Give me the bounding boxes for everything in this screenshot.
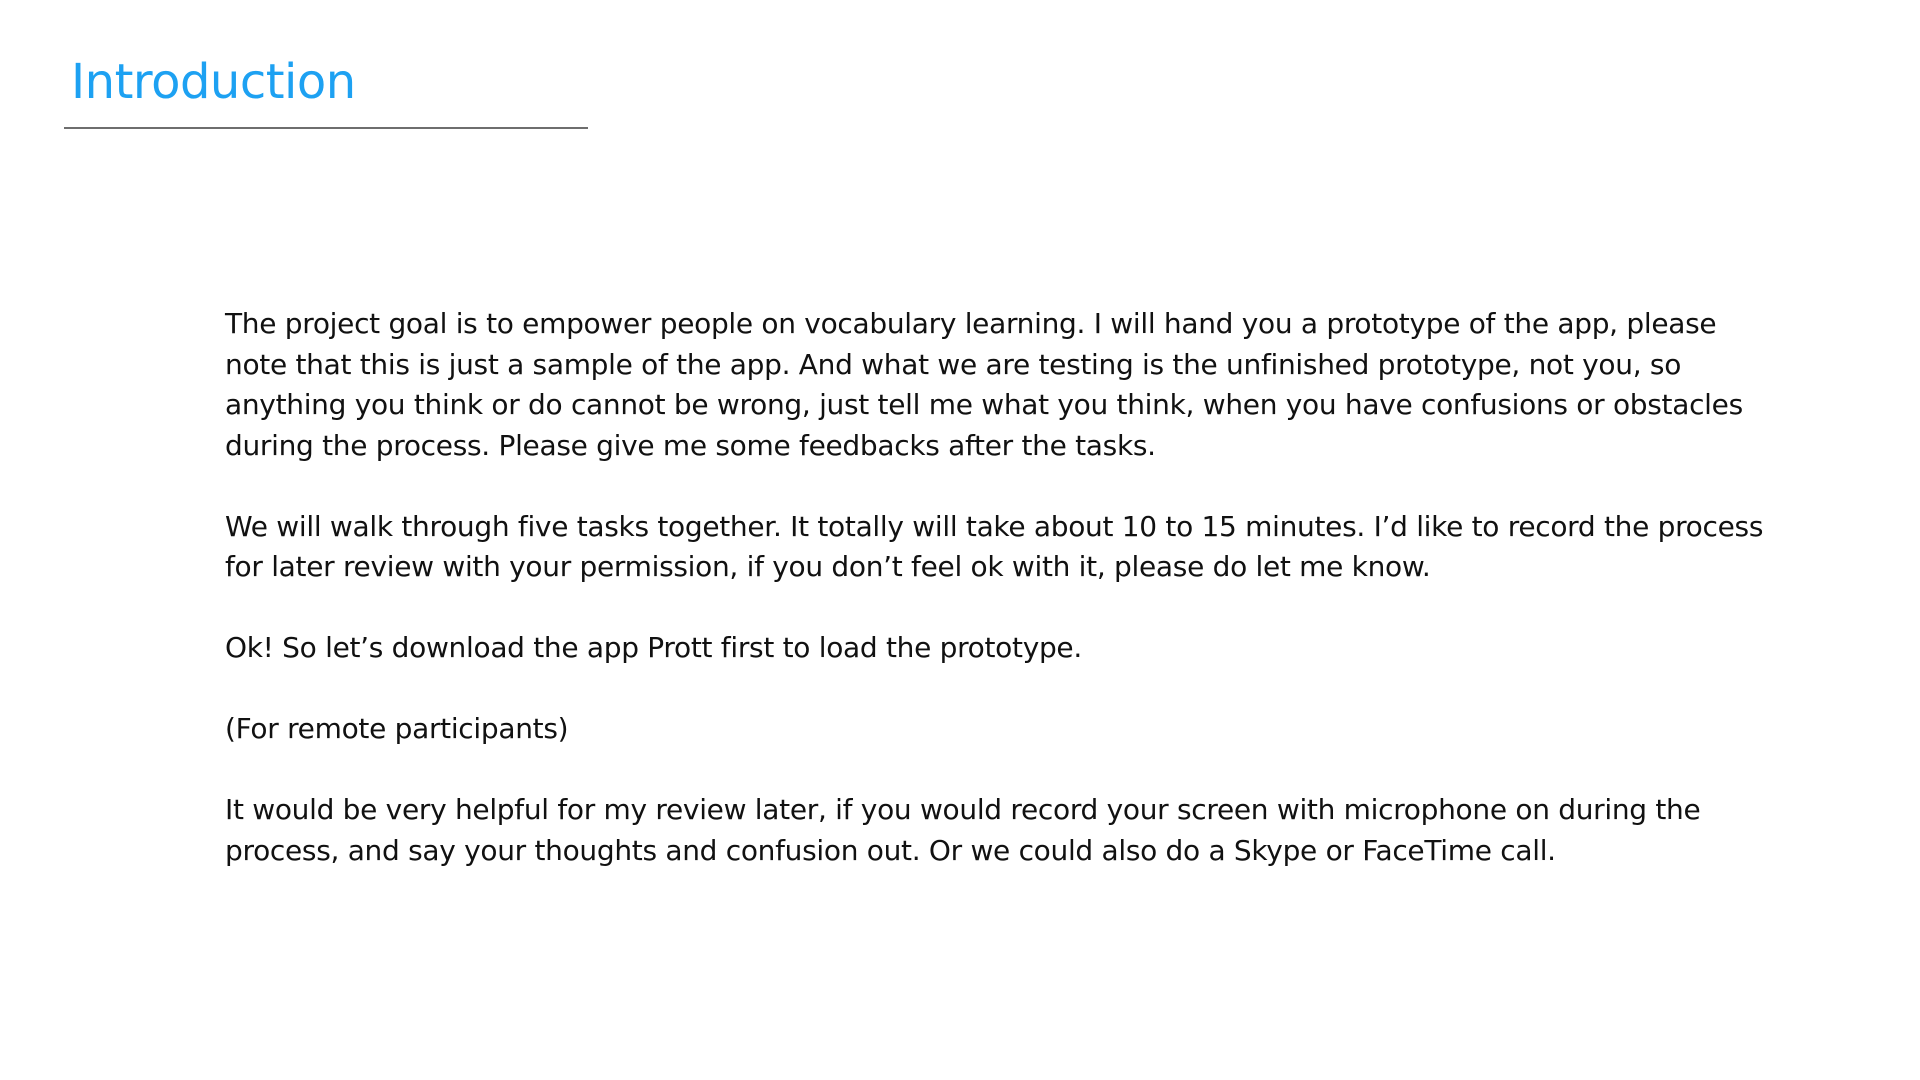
title-divider <box>64 127 588 129</box>
paragraph-tasks-overview: We will walk through five tasks together. It totally will take about 10 to 15 minutes. I’d like to record the process for later review with your permission, if you don’t feel ok with it, please do let me know. <box>225 509 1764 583</box>
paragraph-remote-heading: (For remote participants) <box>225 712 569 745</box>
paragraph-download-app: Ok! So let’s download the app Prott first to load the prototype. <box>225 631 1082 664</box>
paragraph-project-goal: The project goal is to empower people on vocabulary learning. I will hand you a prototype of the app, please note that this is just a sample of the app. And what we are testing is the unfinished prototype, not you, so anything you think or do cannot be wrong, just tell me what you think, when you have confusions or obstacles during the process. Please give me some feedbacks after the tasks. <box>225 307 1743 462</box>
slide-body <box>225 304 1785 871</box>
slide-title: Introduction <box>71 54 356 110</box>
paragraph-remote-instructions: It would be very helpful for my review later, if you would record your screen with microphone on during the process, and say your thoughts and confusion out. Or we could also do a Skype or FaceTime call. <box>225 793 1701 867</box>
